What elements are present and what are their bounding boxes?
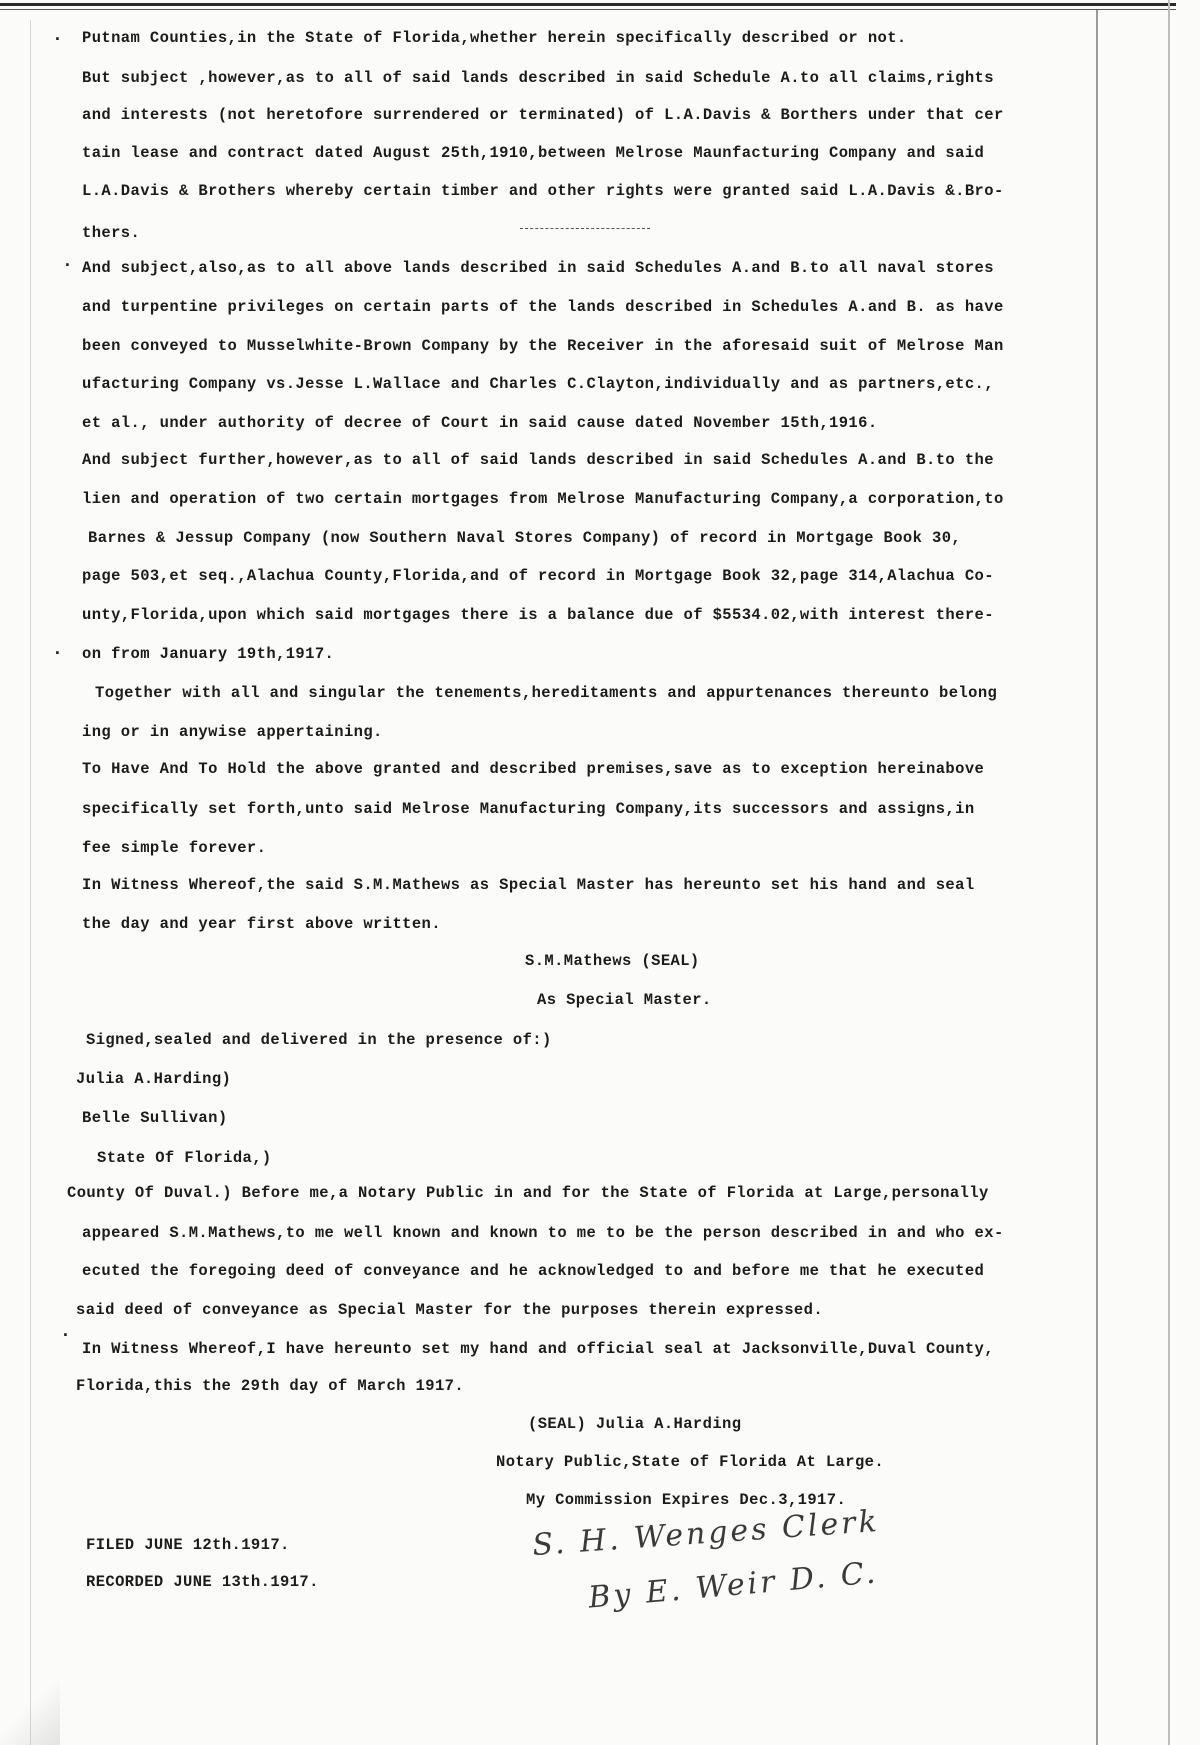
text-line: Barnes & Jessup Company (now Southern Naval Stores Company) of record in Mortgage Book 30, <box>88 529 962 547</box>
clerk-signature: S. H. Wenges Clerk <box>531 1503 881 1564</box>
text-line: ufacturing Company vs.Jesse L.Wallace and Charles C.Clayton,individually and as partners,etc., <box>82 375 994 393</box>
text-line: Florida,this the 29th day of March 1917. <box>76 1377 465 1395</box>
text-line: et al., under authority of decree of Court in said cause dated November 15th,1916. <box>82 414 878 432</box>
witness-heading: Signed,sealed and delivered in the presence of:) <box>86 1031 552 1049</box>
text-line: But subject ,however,as to all of said lands described in said Schedule A.to all claims,rights <box>82 69 994 87</box>
text-line: Together with all and singular the tenements,hereditaments and appurtenances thereunto belong <box>95 684 998 702</box>
text-line: specifically set forth,unto said Melrose Manufacturing Company,its successors and assigns,in <box>82 800 975 818</box>
text-line: ing or in anywise appertaining. <box>82 723 383 741</box>
left-edge <box>30 20 31 1745</box>
margin-mark: . <box>62 252 73 272</box>
text-line: And subject,also,as to all above lands described in said Schedules A.and B.to all naval stores <box>82 259 994 277</box>
text-line: lien and operation of two certain mortgages from Melrose Manufacturing Company,a corporation,to <box>82 490 1004 508</box>
text-line: the day and year first above written. <box>82 915 441 933</box>
top-rule-thin <box>0 9 1176 10</box>
signer-name: S.M.Mathews (SEAL) <box>525 952 700 970</box>
section-separator <box>520 228 650 229</box>
text-line: on from January 19th,1917. <box>82 645 335 663</box>
text-line: thers. <box>82 224 141 242</box>
text-line: To Have And To Hold the above granted and described premises,save as to exception hereinabove <box>82 760 985 778</box>
signer-title: As Special Master. <box>537 991 712 1009</box>
top-rule <box>0 3 1176 6</box>
text-line: L.A.Davis & Brothers whereby certain timber and other rights were granted said L.A.Davis &.Bro- <box>82 182 1004 200</box>
text-line: appeared S.M.Mathews,to me well known and known to me to be the person described in and who ex- <box>82 1224 1004 1242</box>
text-line: fee simple forever. <box>82 839 267 857</box>
text-line: County Of Duval.) Before me,a Notary Public in and for the State of Florida at Large,personally <box>67 1184 989 1202</box>
deputy-clerk-signature: By E. Weir D. C. <box>587 1555 880 1616</box>
commission-expiry: My Commission Expires Dec.3,1917. <box>526 1491 847 1509</box>
notary-title: Notary Public,State of Florida At Large. <box>496 1453 885 1471</box>
text-line: ecuted the foregoing deed of conveyance and he acknowledged to and before me that he executed <box>82 1262 985 1280</box>
text-line: been conveyed to Musselwhite-Brown Company by the Receiver in the aforesaid suit of Melrose Man <box>82 337 1004 355</box>
page-edge <box>1168 0 1170 1745</box>
filed-date: FILED JUNE 12th.1917. <box>86 1536 290 1554</box>
recorded-date: RECORDED JUNE 13th.1917. <box>86 1573 319 1591</box>
page-corner-shadow <box>0 1650 60 1745</box>
text-line: And subject further,however,as to all of said lands described in said Schedules A.and B.to the <box>82 451 994 469</box>
text-line: and turpentine privileges on certain parts of the lands described in Schedules A.and B. as have <box>82 298 1004 316</box>
text-line: Putnam Counties,in the State of Florida,whether herein specifically described or not. <box>82 29 907 47</box>
notary-signature-line: (SEAL) Julia A.Harding <box>528 1415 742 1433</box>
right-margin-line <box>1096 10 1098 1745</box>
text-line: tain lease and contract dated August 25th,1910,between Melrose Maunfacturing Company and said <box>82 144 985 162</box>
text-line: and interests (not heretofore surrendered or terminated) of L.A.Davis & Borthers under that cer <box>82 106 1004 124</box>
venue-state: State Of Florida,) <box>97 1149 272 1167</box>
witness-name: Julia A.Harding) <box>76 1070 232 1088</box>
text-line: In Witness Whereof,the said S.M.Mathews as Special Master has hereunto set his hand and seal <box>82 876 975 894</box>
text-line: unty,Florida,upon which said mortgages there is a balance due of $5534.02,with interest there- <box>82 606 994 624</box>
text-line: page 503,et seq.,Alachua County,Florida,and of record in Mortgage Book 32,page 314,Alachua Co- <box>82 567 994 585</box>
text-line: said deed of conveyance as Special Master for the purposes therein expressed. <box>76 1301 824 1319</box>
witness-name: Belle Sullivan) <box>82 1109 228 1127</box>
margin-mark: . <box>60 1322 71 1342</box>
text-line: In Witness Whereof,I have hereunto set my hand and official seal at Jacksonville,Duval County, <box>82 1340 994 1358</box>
margin-mark: . <box>52 640 63 660</box>
margin-mark: . <box>52 26 63 46</box>
